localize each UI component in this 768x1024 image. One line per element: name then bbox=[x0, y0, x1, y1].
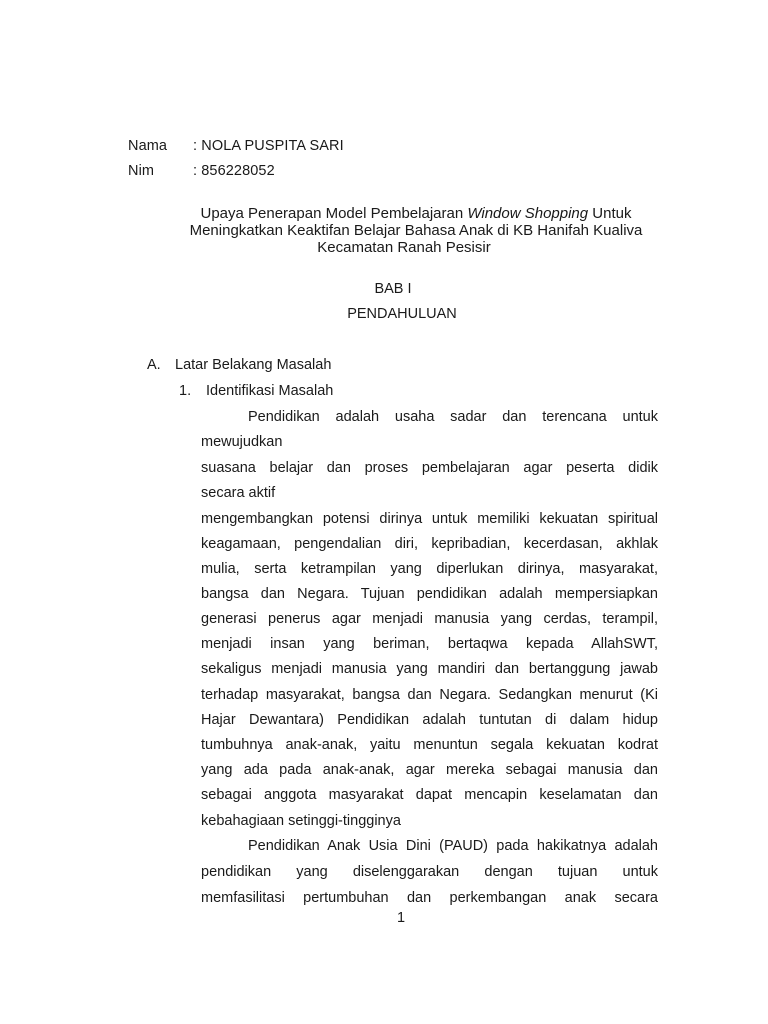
page-number: 1 bbox=[396, 910, 406, 926]
paragraph-line: Pendidikan adalah usaha sadar dan terencana untuk bbox=[248, 409, 658, 425]
paragraph-line: kebahagiaan setinggi-tingginya bbox=[201, 813, 401, 829]
subsection-marker: 1. bbox=[179, 383, 192, 399]
paragraph-line: tumbuhnya anak-anak, yaitu menuntun segala kekuatan kodrat bbox=[201, 737, 658, 753]
paragraph-line: Pendidikan Anak Usia Dini (PAUD) pada hakikatnya adalah bbox=[248, 838, 658, 854]
section-title: Latar Belakang Masalah bbox=[175, 357, 332, 373]
nim-value: : 856228052 bbox=[193, 163, 275, 179]
paragraph-line: terhadap masyarakat, bangsa dan Negara. Sedangkan menurut (Ki bbox=[201, 687, 658, 703]
chapter-title: PENDAHULUAN bbox=[347, 306, 457, 322]
paragraph-line: menjadi insan yang beriman, bertaqwa kepada AllahSWT, bbox=[201, 636, 658, 652]
paragraph-line: mewujudkan bbox=[201, 434, 283, 450]
paragraph-line: sebagai anggota masyarakat dapat mencapin keselamatan dan bbox=[201, 787, 658, 803]
paragraph-line: suasana belajar dan proses pembelajaran agar peserta didik bbox=[201, 460, 658, 476]
title-italic-term: Window Shopping bbox=[467, 205, 589, 222]
title-line-1-start: Upaya Penerapan Model Pembelajaran bbox=[200, 205, 468, 222]
paragraph-line: memfasilitasi pertumbuhan dan perkembangan anak secara bbox=[201, 890, 658, 906]
paragraph-line: generasi penerus agar menjadi manusia yang cerdas, terampil, bbox=[201, 611, 658, 627]
paragraph-line: keagamaan, pengendalian diri, kepribadian, kecerdasan, akhlak bbox=[201, 536, 658, 552]
paragraph-line: bangsa dan Negara. Tujuan pendidikan adalah mempersiapkan bbox=[201, 586, 658, 602]
title-line-2: Meningkatkan Keaktifan Belajar Bahasa Anak di KB Hanifah Kualiva bbox=[189, 222, 643, 239]
paragraph-line: secara aktif bbox=[201, 485, 276, 501]
title-line-3: Kecamatan Ranah Pesisir bbox=[317, 239, 491, 256]
paragraph-line: sekaligus menjadi manusia yang mandiri dan bertanggung jawab bbox=[201, 661, 658, 677]
name-value: : NOLA PUSPITA SARI bbox=[193, 138, 344, 154]
title-line-1 bbox=[32, 205, 768, 222]
paragraph-line: pendidikan yang diselenggarakan dengan tujuan untuk bbox=[201, 864, 658, 880]
paragraph-line: yang ada pada anak-anak, agar mereka sebagai manusia dan bbox=[201, 762, 658, 778]
chapter-number: BAB I bbox=[374, 281, 412, 297]
section-marker: A. bbox=[147, 357, 161, 373]
title-line-1-end: Untuk bbox=[588, 205, 632, 222]
nim-label: Nim bbox=[128, 163, 155, 179]
paragraph-line: mulia, serta ketrampilan yang diperlukan dirinya, masyarakat, bbox=[201, 561, 658, 577]
paragraph-line: Hajar Dewantara) Pendidikan adalah tuntutan di dalam hidup bbox=[201, 712, 658, 728]
paragraph-line: mengembangkan potensi dirinya untuk memiliki kekuatan spiritual bbox=[201, 511, 658, 527]
name-label: Nama bbox=[128, 138, 168, 154]
subsection-title: Identifikasi Masalah bbox=[206, 383, 334, 399]
